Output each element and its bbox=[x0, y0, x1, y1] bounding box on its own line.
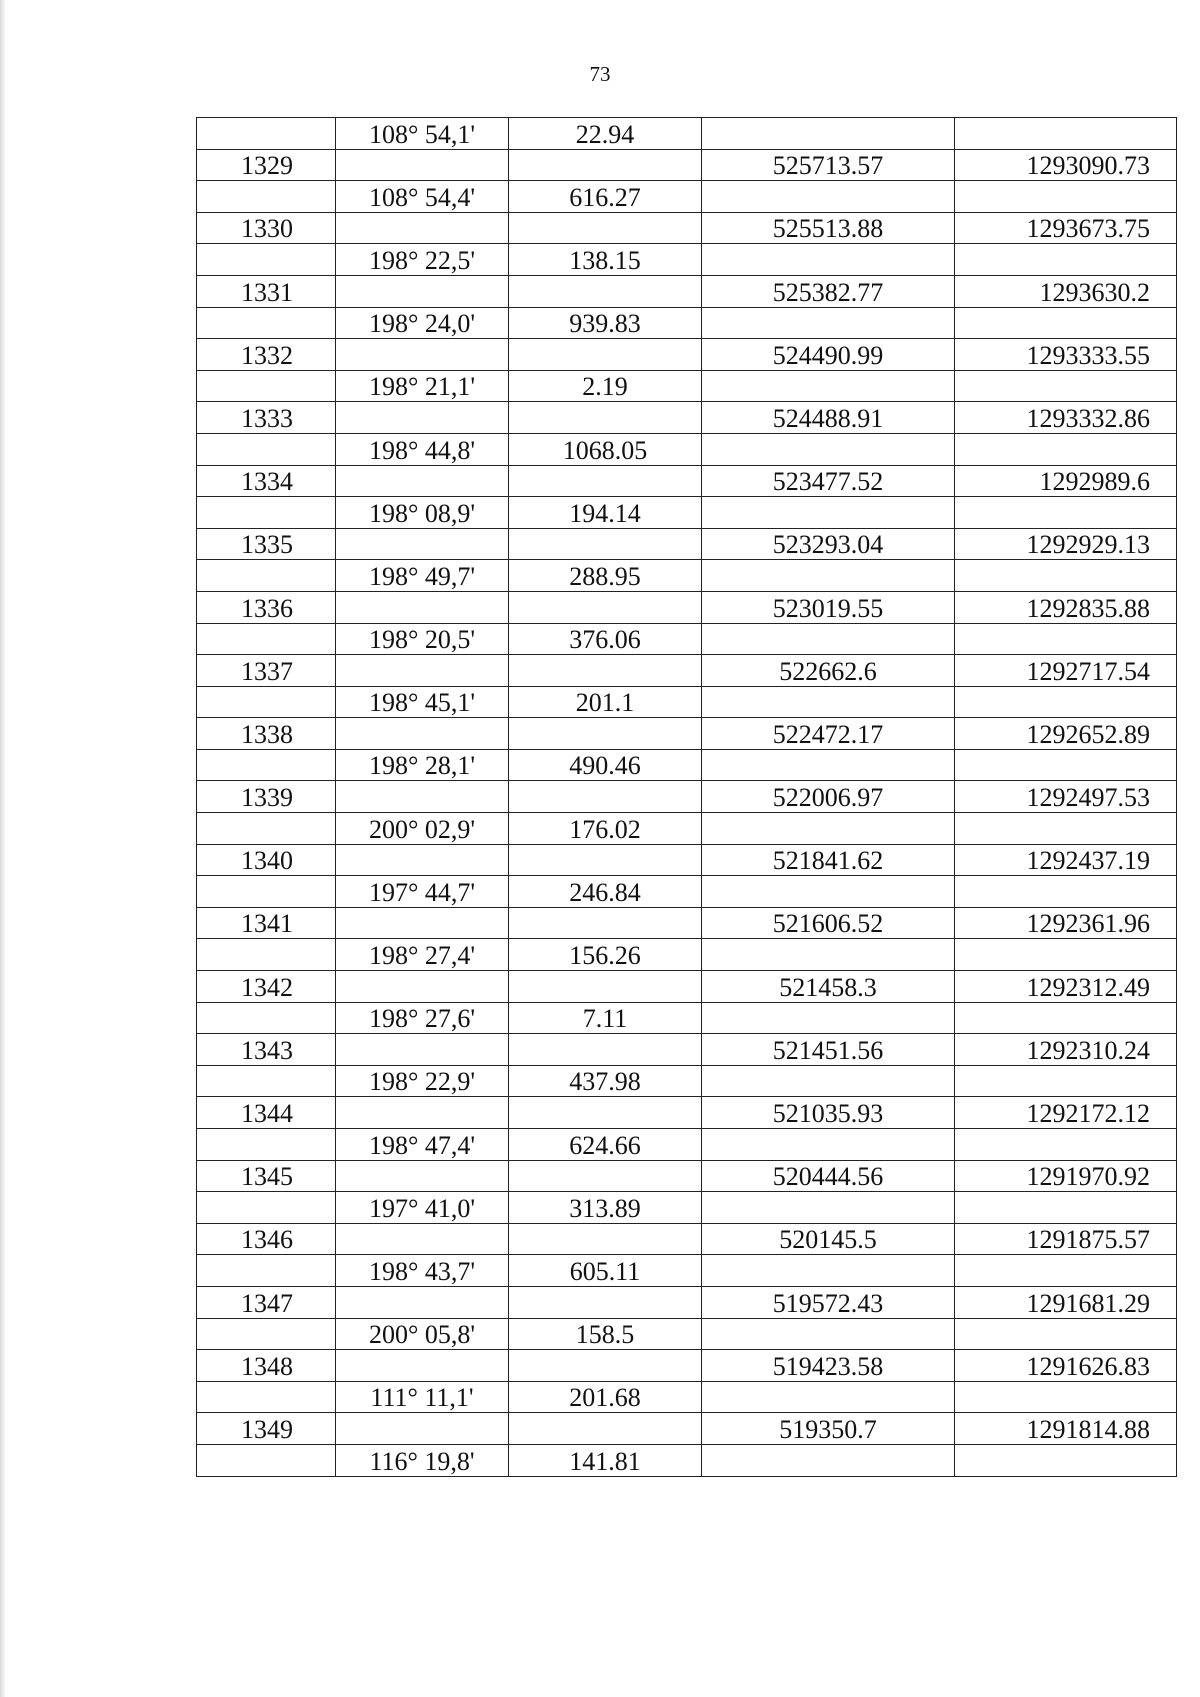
bearing-cell: 198° 21,1' bbox=[336, 370, 509, 402]
x-coordinate-cell: 521458.3 bbox=[702, 971, 955, 1003]
bearing-cell: 198° 44,8' bbox=[336, 433, 509, 465]
distance-cell bbox=[509, 1097, 702, 1129]
point-row bbox=[197, 275, 1177, 307]
distance-cell: 201.68 bbox=[509, 1381, 702, 1413]
bearing-cell: 197° 41,0' bbox=[336, 1192, 509, 1224]
segment-row bbox=[197, 370, 1177, 402]
distance-cell bbox=[509, 1350, 702, 1382]
segment-row bbox=[197, 1381, 1177, 1413]
y-coordinate-cell: 1291814.88 bbox=[955, 1413, 1177, 1445]
distance-cell bbox=[509, 465, 702, 497]
bearing-cell: 197° 44,7' bbox=[336, 876, 509, 908]
x-coordinate-cell bbox=[702, 118, 955, 150]
point-row bbox=[197, 1350, 1177, 1382]
bearing-cell bbox=[336, 1286, 509, 1318]
x-coordinate-cell bbox=[702, 1444, 955, 1476]
y-coordinate-cell bbox=[955, 876, 1177, 908]
point-id-cell bbox=[197, 1318, 336, 1350]
x-coordinate-cell: 525382.77 bbox=[702, 275, 955, 307]
bearing-cell bbox=[336, 402, 509, 434]
point-row bbox=[197, 339, 1177, 371]
segment-row bbox=[197, 876, 1177, 908]
bearing-cell bbox=[336, 655, 509, 687]
y-coordinate-cell: 1291970.92 bbox=[955, 1160, 1177, 1192]
bearing-cell: 200° 05,8' bbox=[336, 1318, 509, 1350]
segment-row bbox=[197, 1192, 1177, 1224]
x-coordinate-cell: 521451.56 bbox=[702, 1034, 955, 1066]
point-id-cell: 1332 bbox=[197, 339, 336, 371]
y-coordinate-cell bbox=[955, 1129, 1177, 1161]
y-coordinate-cell: 1292989.6 bbox=[955, 465, 1177, 497]
bearing-cell bbox=[336, 971, 509, 1003]
y-coordinate-cell bbox=[955, 497, 1177, 529]
bearing-cell: 198° 08,9' bbox=[336, 497, 509, 529]
bearing-cell: 116° 19,8' bbox=[336, 1444, 509, 1476]
bearing-cell bbox=[336, 1034, 509, 1066]
y-coordinate-cell: 1293630.2 bbox=[955, 275, 1177, 307]
bearing-cell bbox=[336, 528, 509, 560]
distance-cell bbox=[509, 528, 702, 560]
distance-cell bbox=[509, 402, 702, 434]
point-id-cell bbox=[197, 370, 336, 402]
x-coordinate-cell bbox=[702, 1192, 955, 1224]
x-coordinate-cell: 519423.58 bbox=[702, 1350, 955, 1382]
bearing-cell: 198° 20,5' bbox=[336, 623, 509, 655]
x-coordinate-cell: 522006.97 bbox=[702, 781, 955, 813]
segment-row bbox=[197, 1255, 1177, 1287]
point-id-cell bbox=[197, 939, 336, 971]
point-id-cell: 1347 bbox=[197, 1286, 336, 1318]
y-coordinate-cell bbox=[955, 181, 1177, 213]
point-id-cell bbox=[197, 307, 336, 339]
segment-row bbox=[197, 244, 1177, 276]
segment-row bbox=[197, 433, 1177, 465]
y-coordinate-cell: 1292312.49 bbox=[955, 971, 1177, 1003]
point-id-cell bbox=[197, 497, 336, 529]
distance-cell bbox=[509, 781, 702, 813]
point-row bbox=[197, 844, 1177, 876]
distance-cell: 176.02 bbox=[509, 813, 702, 845]
segment-row bbox=[197, 1002, 1177, 1034]
point-id-cell bbox=[197, 749, 336, 781]
bearing-cell bbox=[336, 275, 509, 307]
point-id-cell bbox=[197, 1255, 336, 1287]
x-coordinate-cell bbox=[702, 1381, 955, 1413]
segment-row bbox=[197, 560, 1177, 592]
point-row bbox=[197, 465, 1177, 497]
distance-cell: 376.06 bbox=[509, 623, 702, 655]
bearing-cell: 108° 54,1' bbox=[336, 118, 509, 150]
segment-row bbox=[197, 813, 1177, 845]
segment-row bbox=[197, 1065, 1177, 1097]
distance-cell: 437.98 bbox=[509, 1065, 702, 1097]
x-coordinate-cell: 522472.17 bbox=[702, 718, 955, 750]
x-coordinate-cell bbox=[702, 560, 955, 592]
y-coordinate-cell: 1293333.55 bbox=[955, 339, 1177, 371]
bearing-cell bbox=[336, 1097, 509, 1129]
bearing-cell bbox=[336, 1350, 509, 1382]
bearing-cell: 198° 27,6' bbox=[336, 1002, 509, 1034]
y-coordinate-cell bbox=[955, 1444, 1177, 1476]
y-coordinate-cell bbox=[955, 1381, 1177, 1413]
distance-cell: 246.84 bbox=[509, 876, 702, 908]
y-coordinate-cell: 1293332.86 bbox=[955, 402, 1177, 434]
bearing-cell bbox=[336, 718, 509, 750]
segment-row bbox=[197, 118, 1177, 150]
y-coordinate-cell bbox=[955, 1065, 1177, 1097]
y-coordinate-cell bbox=[955, 686, 1177, 718]
table-body bbox=[197, 118, 1177, 1477]
point-row bbox=[197, 971, 1177, 1003]
point-id-cell: 1346 bbox=[197, 1223, 336, 1255]
distance-cell: 939.83 bbox=[509, 307, 702, 339]
y-coordinate-cell bbox=[955, 244, 1177, 276]
x-coordinate-cell: 519572.43 bbox=[702, 1286, 955, 1318]
x-coordinate-cell: 523293.04 bbox=[702, 528, 955, 560]
bearing-cell: 198° 45,1' bbox=[336, 686, 509, 718]
bearing-cell bbox=[336, 844, 509, 876]
distance-cell: 141.81 bbox=[509, 1444, 702, 1476]
y-coordinate-cell bbox=[955, 939, 1177, 971]
y-coordinate-cell bbox=[955, 1002, 1177, 1034]
distance-cell: 158.5 bbox=[509, 1318, 702, 1350]
point-id-cell bbox=[197, 1129, 336, 1161]
point-row bbox=[197, 1160, 1177, 1192]
x-coordinate-cell bbox=[702, 1002, 955, 1034]
bearing-cell: 108° 54,4' bbox=[336, 181, 509, 213]
distance-cell bbox=[509, 1413, 702, 1445]
distance-cell bbox=[509, 1160, 702, 1192]
y-coordinate-cell bbox=[955, 433, 1177, 465]
y-coordinate-cell bbox=[955, 118, 1177, 150]
x-coordinate-cell: 521035.93 bbox=[702, 1097, 955, 1129]
segment-row bbox=[197, 497, 1177, 529]
x-coordinate-cell bbox=[702, 813, 955, 845]
x-coordinate-cell: 520145.5 bbox=[702, 1223, 955, 1255]
distance-cell bbox=[509, 275, 702, 307]
point-id-cell: 1330 bbox=[197, 212, 336, 244]
x-coordinate-cell bbox=[702, 686, 955, 718]
point-id-cell bbox=[197, 1065, 336, 1097]
distance-cell: 288.95 bbox=[509, 560, 702, 592]
distance-cell: 313.89 bbox=[509, 1192, 702, 1224]
point-id-cell bbox=[197, 181, 336, 213]
segment-row bbox=[197, 181, 1177, 213]
point-id-cell: 1343 bbox=[197, 1034, 336, 1066]
point-id-cell: 1331 bbox=[197, 275, 336, 307]
bearing-cell: 198° 43,7' bbox=[336, 1255, 509, 1287]
y-coordinate-cell: 1292172.12 bbox=[955, 1097, 1177, 1129]
point-id-cell: 1339 bbox=[197, 781, 336, 813]
x-coordinate-cell bbox=[702, 623, 955, 655]
point-id-cell bbox=[197, 1002, 336, 1034]
point-id-cell bbox=[197, 560, 336, 592]
x-coordinate-cell bbox=[702, 1318, 955, 1350]
point-id-cell: 1335 bbox=[197, 528, 336, 560]
x-coordinate-cell: 524488.91 bbox=[702, 402, 955, 434]
distance-cell: 624.66 bbox=[509, 1129, 702, 1161]
x-coordinate-cell: 520444.56 bbox=[702, 1160, 955, 1192]
x-coordinate-cell bbox=[702, 1255, 955, 1287]
point-row bbox=[197, 1034, 1177, 1066]
y-coordinate-cell: 1293090.73 bbox=[955, 149, 1177, 181]
point-id-cell: 1341 bbox=[197, 907, 336, 939]
segment-row bbox=[197, 939, 1177, 971]
y-coordinate-cell: 1292835.88 bbox=[955, 591, 1177, 623]
distance-cell: 1068.05 bbox=[509, 433, 702, 465]
distance-cell: 7.11 bbox=[509, 1002, 702, 1034]
point-row bbox=[197, 655, 1177, 687]
point-id-cell bbox=[197, 118, 336, 150]
point-row bbox=[197, 718, 1177, 750]
point-id-cell bbox=[197, 686, 336, 718]
y-coordinate-cell bbox=[955, 560, 1177, 592]
point-id-cell bbox=[197, 1444, 336, 1476]
point-row bbox=[197, 1223, 1177, 1255]
bearing-cell: 198° 22,5' bbox=[336, 244, 509, 276]
point-id-cell: 1329 bbox=[197, 149, 336, 181]
point-id-cell: 1333 bbox=[197, 402, 336, 434]
distance-cell: 201.1 bbox=[509, 686, 702, 718]
point-id-cell bbox=[197, 876, 336, 908]
point-row bbox=[197, 1413, 1177, 1445]
point-id-cell bbox=[197, 433, 336, 465]
x-coordinate-cell bbox=[702, 433, 955, 465]
point-row bbox=[197, 402, 1177, 434]
bearing-cell bbox=[336, 339, 509, 371]
y-coordinate-cell: 1292310.24 bbox=[955, 1034, 1177, 1066]
y-coordinate-cell: 1292437.19 bbox=[955, 844, 1177, 876]
segment-row bbox=[197, 686, 1177, 718]
x-coordinate-cell bbox=[702, 307, 955, 339]
distance-cell bbox=[509, 212, 702, 244]
segment-row bbox=[197, 1318, 1177, 1350]
x-coordinate-cell bbox=[702, 370, 955, 402]
point-id-cell: 1348 bbox=[197, 1350, 336, 1382]
y-coordinate-cell: 1291875.57 bbox=[955, 1223, 1177, 1255]
coordinates-table bbox=[196, 117, 1177, 1477]
x-coordinate-cell: 519350.7 bbox=[702, 1413, 955, 1445]
distance-cell bbox=[509, 844, 702, 876]
distance-cell bbox=[509, 655, 702, 687]
bearing-cell: 111° 11,1' bbox=[336, 1381, 509, 1413]
segment-row bbox=[197, 623, 1177, 655]
point-row bbox=[197, 1097, 1177, 1129]
bearing-cell bbox=[336, 591, 509, 623]
x-coordinate-cell: 524490.99 bbox=[702, 339, 955, 371]
point-row bbox=[197, 149, 1177, 181]
point-row bbox=[197, 528, 1177, 560]
distance-cell bbox=[509, 591, 702, 623]
x-coordinate-cell: 523477.52 bbox=[702, 465, 955, 497]
point-row bbox=[197, 212, 1177, 244]
bearing-cell bbox=[336, 781, 509, 813]
point-id-cell bbox=[197, 244, 336, 276]
x-coordinate-cell: 522662.6 bbox=[702, 655, 955, 687]
y-coordinate-cell: 1292497.53 bbox=[955, 781, 1177, 813]
distance-cell: 156.26 bbox=[509, 939, 702, 971]
bearing-cell bbox=[336, 907, 509, 939]
distance-cell: 605.11 bbox=[509, 1255, 702, 1287]
y-coordinate-cell bbox=[955, 813, 1177, 845]
bearing-cell: 198° 28,1' bbox=[336, 749, 509, 781]
distance-cell bbox=[509, 1286, 702, 1318]
point-id-cell bbox=[197, 623, 336, 655]
y-coordinate-cell: 1291626.83 bbox=[955, 1350, 1177, 1382]
bearing-cell: 198° 27,4' bbox=[336, 939, 509, 971]
bearing-cell: 198° 49,7' bbox=[336, 560, 509, 592]
point-row bbox=[197, 1286, 1177, 1318]
point-row bbox=[197, 781, 1177, 813]
segment-row bbox=[197, 307, 1177, 339]
y-coordinate-cell: 1292717.54 bbox=[955, 655, 1177, 687]
distance-cell: 194.14 bbox=[509, 497, 702, 529]
segment-row bbox=[197, 1129, 1177, 1161]
bearing-cell bbox=[336, 1223, 509, 1255]
distance-cell bbox=[509, 718, 702, 750]
x-coordinate-cell: 525513.88 bbox=[702, 212, 955, 244]
distance-cell bbox=[509, 1223, 702, 1255]
y-coordinate-cell bbox=[955, 623, 1177, 655]
bearing-cell bbox=[336, 149, 509, 181]
distance-cell: 2.19 bbox=[509, 370, 702, 402]
y-coordinate-cell bbox=[955, 307, 1177, 339]
bearing-cell bbox=[336, 1413, 509, 1445]
x-coordinate-cell bbox=[702, 244, 955, 276]
x-coordinate-cell bbox=[702, 497, 955, 529]
point-id-cell bbox=[197, 813, 336, 845]
page-number: 73 bbox=[589, 62, 611, 86]
x-coordinate-cell: 525713.57 bbox=[702, 149, 955, 181]
segment-row bbox=[197, 1444, 1177, 1476]
bearing-cell bbox=[336, 1160, 509, 1192]
x-coordinate-cell bbox=[702, 876, 955, 908]
bearing-cell bbox=[336, 212, 509, 244]
x-coordinate-cell: 523019.55 bbox=[702, 591, 955, 623]
point-id-cell: 1338 bbox=[197, 718, 336, 750]
point-id-cell: 1337 bbox=[197, 655, 336, 687]
point-id-cell bbox=[197, 1192, 336, 1224]
y-coordinate-cell: 1291681.29 bbox=[955, 1286, 1177, 1318]
x-coordinate-cell bbox=[702, 939, 955, 971]
distance-cell bbox=[509, 971, 702, 1003]
point-id-cell: 1340 bbox=[197, 844, 336, 876]
distance-cell: 490.46 bbox=[509, 749, 702, 781]
point-id-cell: 1342 bbox=[197, 971, 336, 1003]
scan-edge-shadow bbox=[0, 0, 6, 1697]
point-id-cell: 1336 bbox=[197, 591, 336, 623]
point-id-cell: 1334 bbox=[197, 465, 336, 497]
y-coordinate-cell bbox=[955, 1192, 1177, 1224]
distance-cell: 22.94 bbox=[509, 118, 702, 150]
y-coordinate-cell: 1292652.89 bbox=[955, 718, 1177, 750]
point-row bbox=[197, 591, 1177, 623]
x-coordinate-cell bbox=[702, 749, 955, 781]
y-coordinate-cell: 1292929.13 bbox=[955, 528, 1177, 560]
y-coordinate-cell: 1293673.75 bbox=[955, 212, 1177, 244]
distance-cell bbox=[509, 907, 702, 939]
distance-cell bbox=[509, 1034, 702, 1066]
point-id-cell: 1345 bbox=[197, 1160, 336, 1192]
point-id-cell: 1349 bbox=[197, 1413, 336, 1445]
x-coordinate-cell: 521606.52 bbox=[702, 907, 955, 939]
distance-cell bbox=[509, 149, 702, 181]
y-coordinate-cell bbox=[955, 1255, 1177, 1287]
bearing-cell: 198° 22,9' bbox=[336, 1065, 509, 1097]
point-id-cell: 1344 bbox=[197, 1097, 336, 1129]
bearing-cell: 198° 24,0' bbox=[336, 307, 509, 339]
distance-cell: 616.27 bbox=[509, 181, 702, 213]
y-coordinate-cell bbox=[955, 1318, 1177, 1350]
y-coordinate-cell bbox=[955, 370, 1177, 402]
bearing-cell: 198° 47,4' bbox=[336, 1129, 509, 1161]
x-coordinate-cell: 521841.62 bbox=[702, 844, 955, 876]
distance-cell bbox=[509, 339, 702, 371]
point-id-cell bbox=[197, 1381, 336, 1413]
bearing-cell bbox=[336, 465, 509, 497]
x-coordinate-cell bbox=[702, 1065, 955, 1097]
y-coordinate-cell bbox=[955, 749, 1177, 781]
point-row bbox=[197, 907, 1177, 939]
distance-cell: 138.15 bbox=[509, 244, 702, 276]
x-coordinate-cell bbox=[702, 1129, 955, 1161]
bearing-cell: 200° 02,9' bbox=[336, 813, 509, 845]
x-coordinate-cell bbox=[702, 181, 955, 213]
segment-row bbox=[197, 749, 1177, 781]
y-coordinate-cell: 1292361.96 bbox=[955, 907, 1177, 939]
